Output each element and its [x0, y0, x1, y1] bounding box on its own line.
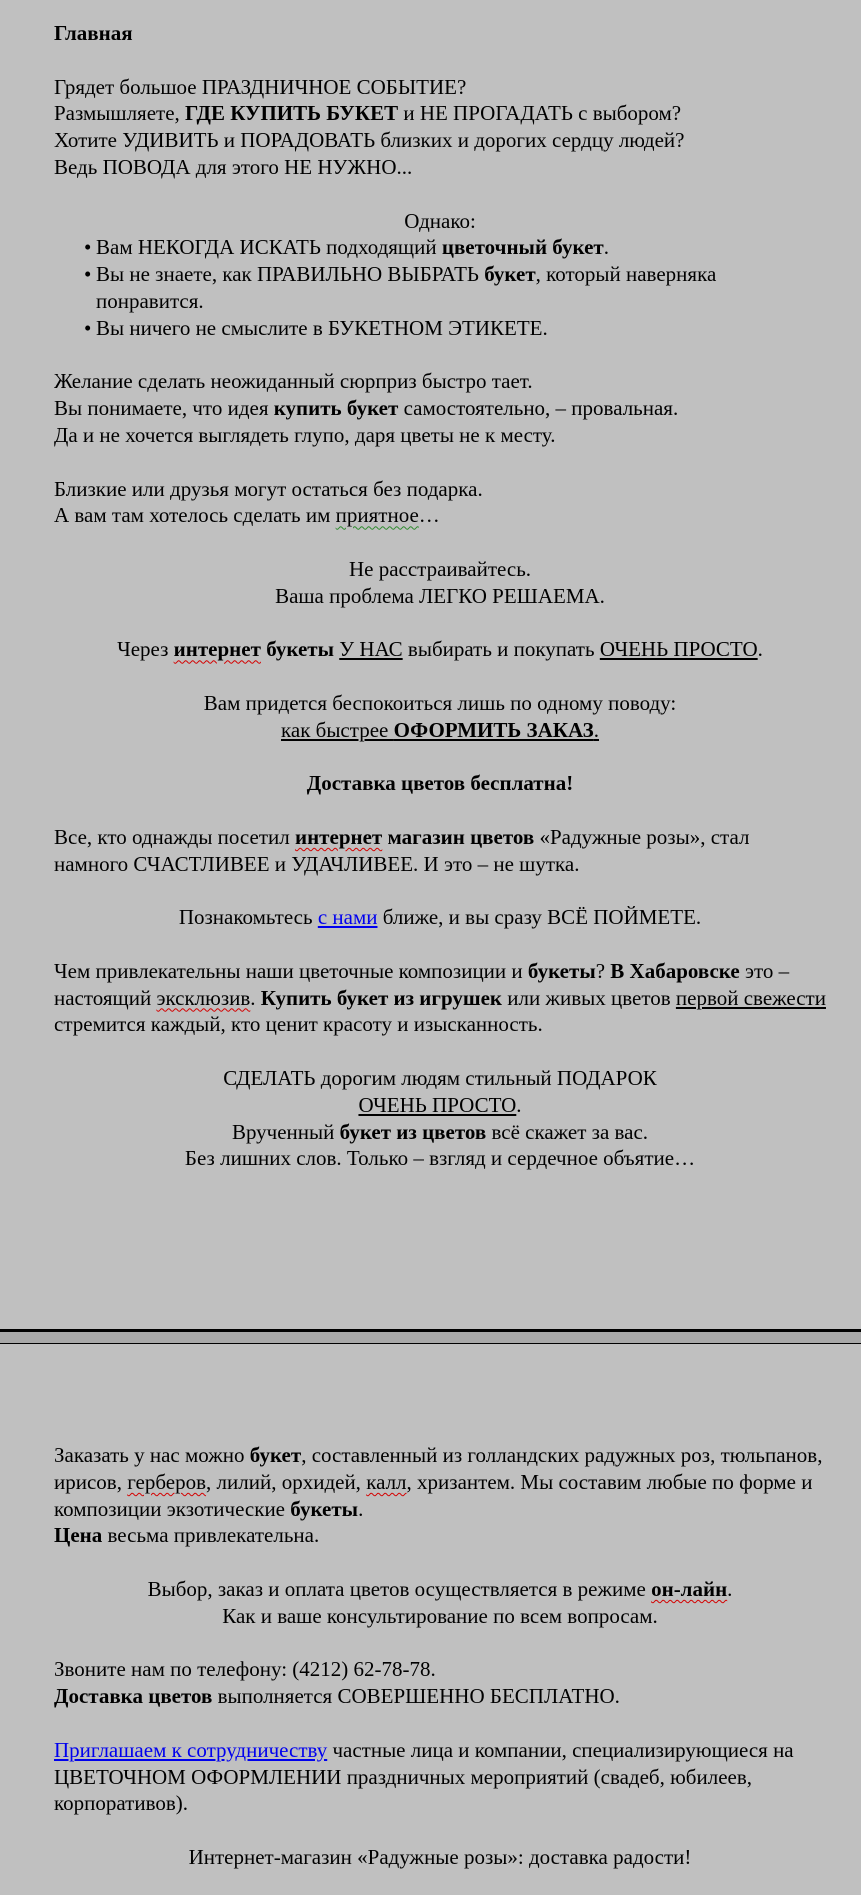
bullet-icon: • — [84, 262, 92, 287]
price-line: Цена весьма привлекательна. — [54, 1523, 320, 1548]
document-page-1 — [54, 20, 826, 1172]
visited-paragraph: Все, кто однажды посетил интернет магазин цветов «Радужные розы», стал намного СЧАСТЛИВЕЕ и УДАЧЛИВЕЕ. И это – не шутка. — [54, 824, 750, 876]
footer-slogan: Интернет-магазин «Радужные розы»: доставка радости! — [188, 1844, 692, 1869]
bullet-icon: • — [84, 235, 92, 260]
order-paragraph: Заказать у нас можно букет, составленный из голландских радужных роз, тюльпанов, ирисов, герберов, лилий, орхидей, калл, хризантем. Мы составим любые по форме и композиции экзотические букеты. — [54, 1443, 823, 1521]
page-heading: Главная — [54, 21, 133, 45]
however-line: Однако: — [404, 208, 476, 233]
cooperation-link[interactable]: Приглашаем к сотрудничеству — [54, 1737, 328, 1762]
delivery-line: Доставка цветов выполняется СОВЕРШЕННО БЕСПЛАТНО. — [54, 1684, 620, 1709]
list-item: • Вам НЕКОГДА ИСКАТЬ подходящий цветочный букет. — [84, 235, 609, 260]
about-us-link[interactable]: с нами — [317, 905, 378, 930]
online-line-2: Как и ваше консультирование по всем вопросам. — [222, 1603, 658, 1628]
page-break-divider — [0, 1329, 861, 1344]
meet-line: Познакомьтесь с нами ближе, и вы сразу ВСЁ ПОЙМЕТЕ. — [178, 905, 702, 930]
bullet-icon: • — [84, 315, 92, 340]
gift-line-1: СДЕЛАТЬ дорогим людям стильный ПОДАРОК — [223, 1066, 657, 1091]
list-item: • Вы не знаете, как ПРАВИЛЬНО ВЫБРАТЬ букет, который наверняка понравится. — [84, 262, 717, 313]
desire-line-1: Желание сделать неожиданный сюрприз быстро тает. — [54, 369, 533, 394]
gift-line-4: Без лишних слов. Только – взгляд и сердечное объятие… — [184, 1146, 696, 1171]
gift-line-2: ОЧЕНЬ ПРОСТО. — [358, 1092, 522, 1117]
desire-line-3: Да и не хочется выглядеть глупо, даря цветы не к месту. — [54, 422, 556, 447]
calm-line-1: Не расстраивайтесь. — [348, 556, 532, 581]
worry-line-2: как быстрее ОФОРМИТЬ ЗАКАЗ. — [280, 717, 599, 742]
desire-line-2: Вы понимаете, что идея купить букет самостоятельно, – провальная. — [54, 396, 679, 421]
worry-line-1: Вам придется беспокоиться лишь по одному поводу: — [203, 690, 677, 715]
intro-line-4: Ведь ПОВОДА для этого НЕ НУЖНО... — [54, 154, 413, 179]
delivery-free-line: Доставка цветов бесплатна! — [306, 771, 574, 796]
close-line-2: А вам там хотелось сделать им приятное… — [54, 503, 440, 528]
list-item: • Вы ничего не смыслите в БУКЕТНОМ ЭТИКЕТЕ. — [84, 315, 548, 340]
intro-line-3: Хотите УДИВИТЬ и ПОРАДОВАТЬ близких и дорогих сердцу людей? — [54, 128, 685, 153]
intro-line-1: Грядет большое ПРАЗДНИЧНОЕ СОБЫТИЕ? — [54, 74, 467, 99]
through-line: Через интернет букеты У НАС выбирать и покупать ОЧЕНЬ ПРОСТО. — [117, 637, 763, 662]
document-page-2 — [54, 1442, 826, 1871]
online-line-1: Выбор, заказ и оплата цветов осуществляется в режиме он-лайн. — [147, 1576, 733, 1601]
intro-line-2: Размышляете, ГДЕ КУПИТЬ БУКЕТ и НЕ ПРОГАДАТЬ с выбором? — [54, 101, 682, 126]
calm-line-2: Ваша проблема ЛЕГКО РЕШАЕМА. — [275, 583, 605, 608]
gift-line-3: Врученный букет из цветов всё скажет за вас. — [231, 1119, 649, 1144]
problem-list — [54, 234, 826, 341]
phone-line: Звоните нам по телефону: (4212) 62-78-78. — [54, 1657, 436, 1682]
attractive-paragraph: Чем привлекательны наши цветочные композиции и букеты? В Хабаровске это – настоящий эксклюзив. Купить букет из игрушек или живых цветов первой свежести стремится каждый, кто ценит красоту и изысканность. — [54, 958, 826, 1037]
close-line-1: Близкие или друзья могут остаться без подарка. — [54, 476, 483, 501]
invite-paragraph: Приглашаем к сотрудничеству частные лица и компании, специализирующиеся на ЦВЕТОЧНОМ ОФОРМЛЕНИИ праздничных мероприятий (свадеб, юбилеев, корпоративов). — [54, 1737, 794, 1816]
